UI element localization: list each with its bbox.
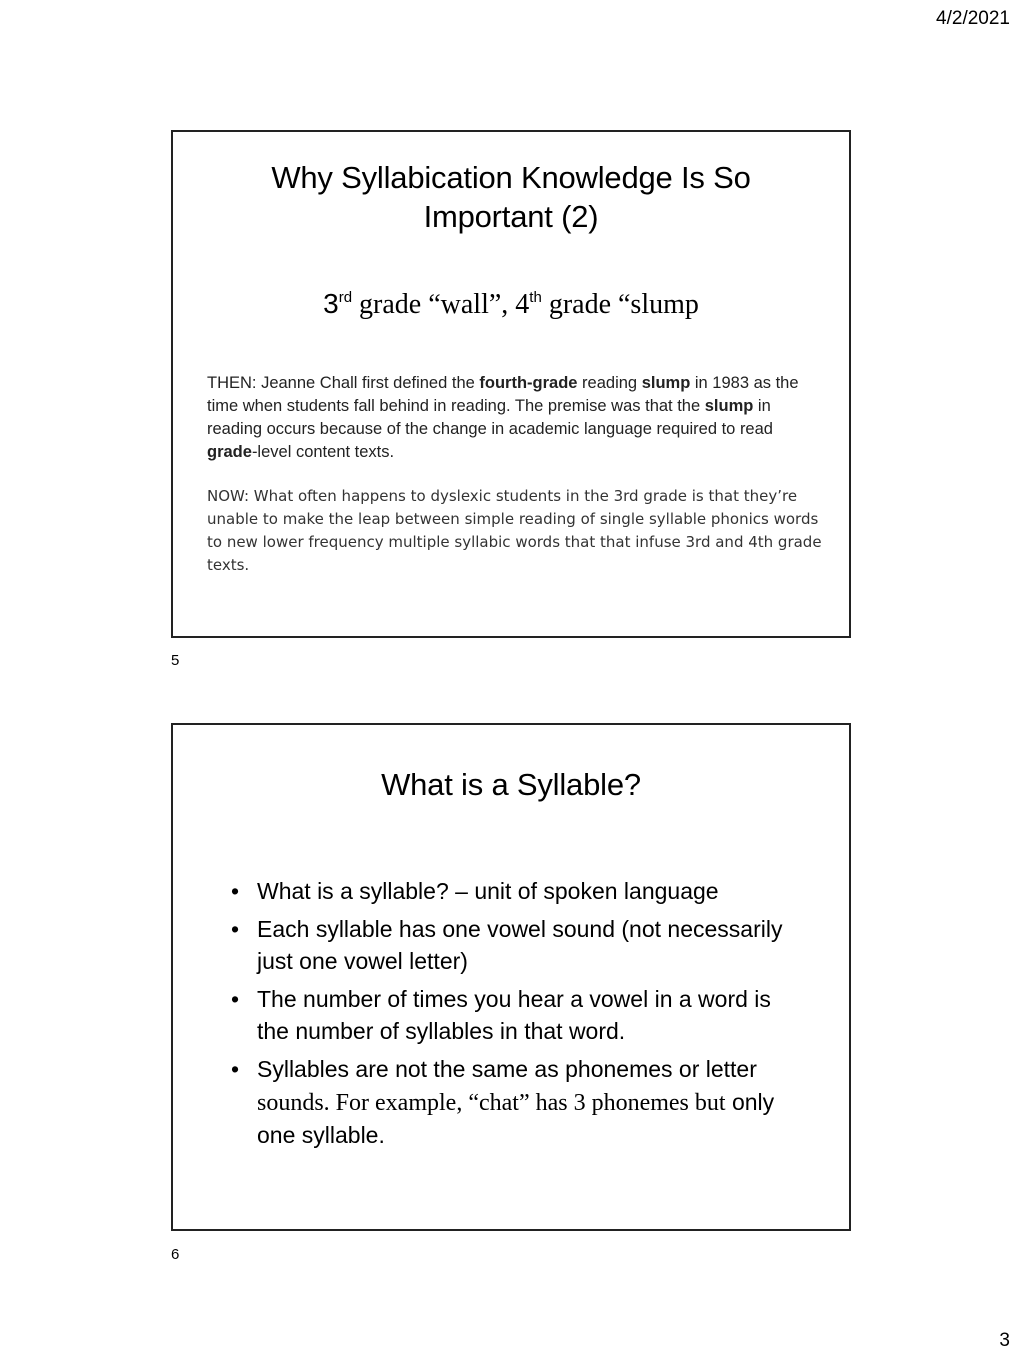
then-text: in reading occurs because of the change in academic language required to read	[207, 397, 773, 438]
slide-5	[171, 130, 851, 638]
slide-subtitle	[173, 288, 849, 321]
then-bold: slump	[704, 397, 754, 415]
bullet-text-serif: sounds. For example, “chat” has 3 phonemes but	[257, 1090, 726, 1116]
subtitle-text-wall: grade “wall”,	[352, 289, 516, 320]
bullet-text: only one syllable.	[257, 1089, 775, 1148]
then-text: -level content texts.	[251, 443, 395, 461]
slide-6	[171, 723, 851, 1231]
then-text: in 1983 as the time when students fall behind in reading. The premise was that the	[207, 374, 799, 415]
bullet-list	[231, 875, 791, 1157]
subtitle-number-4: 4	[515, 289, 530, 320]
bullet-item: • The number of times you hear a vowel in a word is the number of syllables in that word.	[231, 983, 791, 1047]
subtitle-text-slump: grade “slump	[541, 289, 699, 320]
then-bold: grade	[207, 443, 252, 461]
now-paragraph: NOW: What often happens to dyslexic students in the 3rd grade is that they’re unable to make the leap between simple reading of single syllable phonics words to new lower frequency multiple syllabic words that that infuse 3rd and 4th grade texts.	[207, 487, 822, 574]
slide-title: What is a Syllable?	[381, 767, 641, 802]
print-date: 4/2/2021	[936, 8, 1010, 29]
subtitle-ordinal-th: th	[529, 289, 542, 306]
bullet-item: • What is a syllable? – unit of spoken language	[231, 875, 791, 907]
then-bold: slump	[641, 374, 691, 392]
slide-title: Why Syllabication Knowledge Is So Important (2)	[271, 160, 751, 234]
then-paragraph	[207, 372, 827, 464]
bullet-item	[231, 1053, 791, 1151]
subtitle-number-3: 3	[323, 288, 339, 319]
bullet-item: • Each syllable has one vowel sound (not necessarily just one vowel letter)	[231, 913, 791, 977]
slide-number: 6	[171, 1246, 180, 1263]
then-bold: fourth-grade	[479, 374, 578, 392]
slide-number: 5	[171, 652, 180, 669]
bullet-text: Syllables are not the same as phonemes or letter	[257, 1056, 757, 1082]
then-text: reading	[577, 374, 642, 392]
page-number: 3	[999, 1330, 1010, 1351]
subtitle-ordinal-rd: rd	[338, 289, 353, 306]
then-text: THEN: Jeanne Chall first defined the	[207, 374, 480, 392]
